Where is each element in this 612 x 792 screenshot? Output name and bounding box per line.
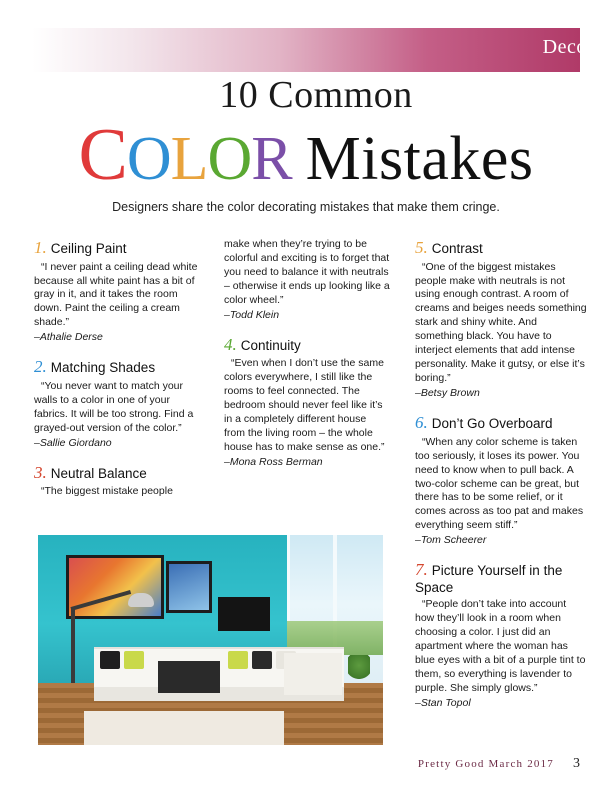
photo-television bbox=[218, 597, 270, 631]
item-heading bbox=[415, 238, 587, 258]
list-item bbox=[415, 238, 587, 399]
item-heading bbox=[415, 560, 587, 595]
continuation-paragraph: make when they’re trying to be colorful and exciting is to forget that you need to balance it with neutrals – otherwise it ends up looking like a color wheel.” bbox=[224, 238, 390, 306]
title-letter-r: R bbox=[251, 125, 292, 193]
title-letter-o2: O bbox=[207, 125, 252, 193]
item-quote: “I never paint a ceiling dead white because all white paint has a bit of gray in it, and it takes the room down. Paint the ceiling a cream shade.” bbox=[34, 260, 198, 329]
title-letter-l: L bbox=[170, 125, 208, 193]
photo-artwork-2 bbox=[166, 561, 212, 613]
list-item bbox=[415, 560, 587, 709]
item-heading bbox=[224, 335, 390, 355]
item-heading-text: Contrast bbox=[431, 241, 483, 256]
title-letter-o1: O bbox=[126, 125, 171, 193]
living-room-photo bbox=[38, 535, 383, 745]
photo-cushion bbox=[228, 651, 248, 669]
footer-publication: Pretty Good March 2017 bbox=[417, 758, 554, 770]
item-number: 3. bbox=[34, 462, 47, 482]
title-word-mistakes: Mistakes bbox=[305, 125, 534, 193]
page-subtitle: Designers share the color decorating mistakes that make them cringe. bbox=[112, 200, 500, 214]
header-banner bbox=[32, 28, 580, 72]
column-1 bbox=[34, 238, 200, 513]
list-item bbox=[34, 357, 200, 448]
item-heading bbox=[34, 357, 200, 377]
item-heading-text: Matching Shades bbox=[50, 360, 156, 376]
item-number: 1. bbox=[34, 238, 47, 257]
item-quote: “The biggest mistake people bbox=[41, 485, 173, 498]
item-attribution: –Stan Topol bbox=[415, 697, 471, 710]
photo-media-cabinet bbox=[158, 661, 220, 693]
footer-page-number: 3 bbox=[573, 756, 580, 771]
item-number: 4. bbox=[224, 334, 237, 354]
title-line-1: 10 Common bbox=[219, 74, 413, 116]
item-quote: “You never want to match your walls to a color in one of your fabrics. It will be too strong. Find a grayed-out version of the color.” bbox=[34, 379, 194, 434]
title-letter-c: C bbox=[78, 114, 127, 196]
photo-cushion bbox=[252, 651, 272, 669]
item-attribution: –Betsy Brown bbox=[415, 387, 480, 400]
item-number: 7. bbox=[415, 560, 428, 580]
item-heading-text: Neutral Balance bbox=[50, 465, 147, 481]
list-item bbox=[34, 463, 200, 500]
item-heading-text: Don’t Go Overboard bbox=[431, 416, 553, 432]
photo-plant bbox=[348, 655, 370, 681]
photo-cushion bbox=[124, 651, 144, 669]
item-quote: “People don’t take into account how they’ll look in a room when choosing a color. I just did an apartment where the woman has blue eyes with a bit of a purple tint to them, so everything is lavender to purple. She simply glows.” bbox=[415, 598, 586, 695]
column-3 bbox=[415, 238, 587, 723]
item-quote: “One of the biggest mistakes people make with neutrals is not using enough contrast. A room of creams and beiges needs something stark and shiny white. And something black. You have to interject elements that add intense personality. Make it gutsy, or else it’s boring.” bbox=[415, 260, 587, 385]
item-quote: “Even when I don’t use the same colors everywhere, I still like the rooms to feel connected. The bedroom should never feel like it’s in a completely different house from the living room – the whole house has to make sense as one.” bbox=[224, 357, 385, 454]
item-attribution: –Sallie Giordano bbox=[34, 436, 112, 449]
list-item bbox=[34, 238, 200, 343]
page-title bbox=[0, 74, 612, 196]
item-number: 6. bbox=[415, 413, 428, 433]
photo-artwork-1 bbox=[66, 555, 164, 619]
item-attribution: –Tom Scheerer bbox=[415, 534, 487, 547]
continuation-attribution: –Todd Klein bbox=[224, 308, 280, 321]
item-heading bbox=[34, 463, 200, 483]
item-heading-text: Ceiling Paint bbox=[50, 241, 127, 256]
photo-lamp-shade bbox=[128, 593, 154, 607]
item-number: 5. bbox=[415, 238, 428, 257]
item-number: 2. bbox=[34, 357, 47, 377]
photo-rug bbox=[84, 711, 284, 745]
list-item bbox=[415, 413, 587, 546]
photo-side-shelf bbox=[284, 653, 342, 695]
column-2 bbox=[224, 238, 390, 482]
item-heading-text: Picture Yourself in the Space bbox=[415, 563, 563, 595]
photo-lamp-pole bbox=[71, 607, 75, 683]
list-item bbox=[224, 335, 390, 468]
item-quote: “When any color scheme is taken too seriously, it loses its power. You need to know when to pull back. A two-color scheme can be great, but there has to be some relief, or it comes across as too pat and makes everything seem stiff.” bbox=[415, 435, 584, 532]
item-heading-text: Continuity bbox=[240, 337, 301, 353]
item-attribution: –Athalie Derse bbox=[34, 331, 103, 344]
item-heading bbox=[415, 413, 587, 433]
section-label: Decor bbox=[542, 36, 594, 58]
title-line-2 bbox=[0, 114, 612, 196]
item-attribution: –Mona Ross Berman bbox=[224, 455, 323, 468]
photo-cushion bbox=[100, 651, 120, 669]
item-heading bbox=[34, 238, 200, 258]
